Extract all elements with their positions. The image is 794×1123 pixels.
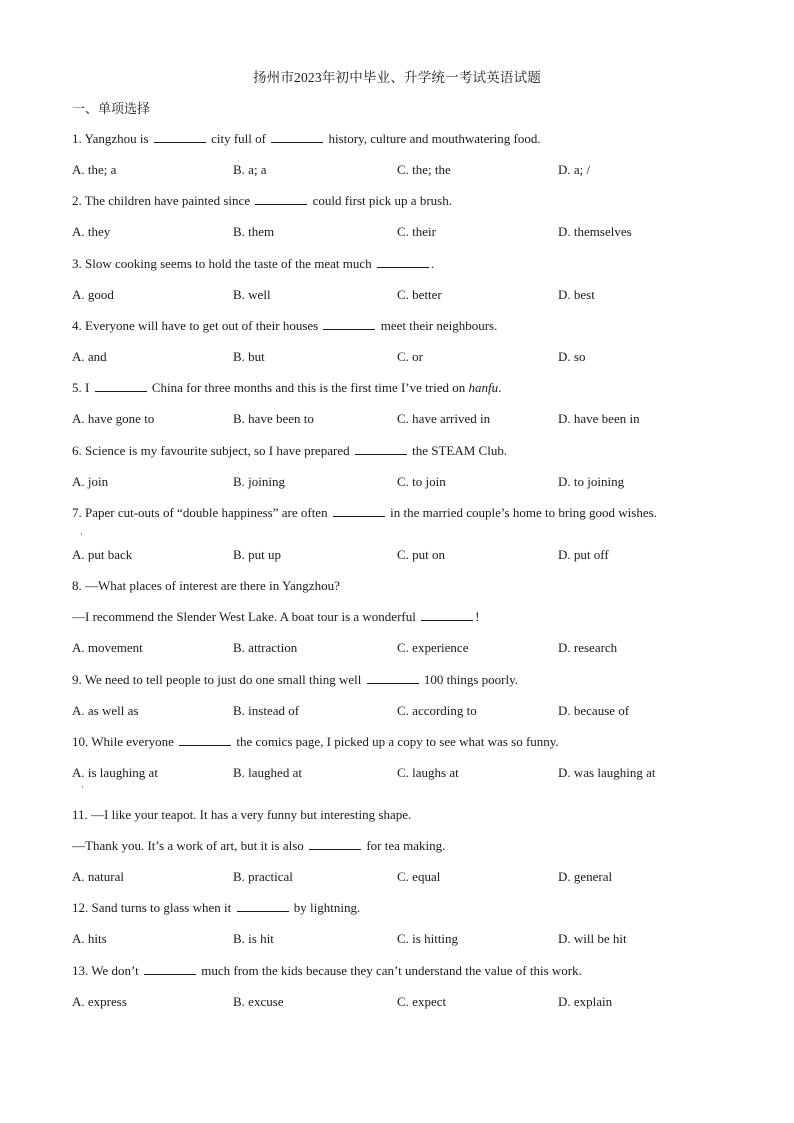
option-d[interactable]: D. best [558,287,595,302]
option-b[interactable]: B. a; a [233,162,267,177]
options-row [72,349,732,367]
option-b[interactable]: B. excuse [233,994,284,1009]
option-a[interactable]: A. join [72,474,109,489]
answer-blank[interactable] [144,963,196,975]
italic-term: hanfu [468,380,499,395]
option-c[interactable]: C. experience [397,640,469,655]
answer-blank[interactable] [421,609,473,621]
question-stem: 13. We don’t much from the kids because they can’t understand the value of this work. [72,963,582,978]
option-a[interactable]: A. express [72,994,127,1009]
options-row [72,224,732,242]
question-stem: 3. Slow cooking seems to hold the taste of the meat much . [72,256,435,271]
question-stem: 12. Sand turns to glass when it by lightning. [72,900,361,915]
option-d[interactable]: D. will be hit [558,931,627,946]
question-stem: 7. Paper cut-outs of “double happiness” are often in the married couple’s home to bring good wishes. [72,505,657,520]
question-stem: 11. —I like your teapot. It has a very funny but interesting shape. [72,807,412,822]
option-c[interactable]: C. to join [397,474,446,489]
section-heading: 一、单项选择 [72,101,151,116]
option-a[interactable]: A. as well as [72,703,139,718]
options-row [72,474,732,492]
option-c[interactable]: C. put on [397,547,446,562]
option-a[interactable]: A. put back [72,547,133,562]
options-row [72,869,732,887]
option-b[interactable]: B. attraction [233,640,298,655]
option-d[interactable]: D. explain [558,994,613,1009]
mark-dot: · [80,529,83,539]
answer-blank[interactable] [323,318,375,330]
option-a[interactable]: A. they [72,224,111,239]
option-b[interactable]: B. them [233,224,275,239]
answer-blank[interactable] [237,900,289,912]
option-d[interactable]: D. put off [558,547,609,562]
answer-blank[interactable] [333,505,385,517]
question-stem: 6. Science is my favourite subject, so I have prepared the STEAM Club. [72,443,508,458]
question-stem: 2. The children have painted since could first pick up a brush. [72,193,452,208]
answer-blank[interactable] [179,734,231,746]
option-a[interactable]: A. the; a [72,162,117,177]
option-d[interactable]: D. so [558,349,586,364]
option-c[interactable]: C. their [397,224,436,239]
page-title: 扬州市2023年初中毕业、升学统一考试英语试题 [252,70,542,85]
options-row [72,411,732,429]
option-a[interactable]: A. movement [72,640,143,655]
option-c[interactable]: C. is hitting [397,931,459,946]
option-b[interactable]: B. practical [233,869,293,884]
option-a[interactable]: A. is laughing at [72,765,158,780]
option-c[interactable]: C. according to [397,703,477,718]
options-row [72,765,732,783]
answer-blank[interactable] [367,672,419,684]
option-b[interactable]: B. well [233,287,271,302]
option-c[interactable]: C. or [397,349,423,364]
question-stem: 8. —What places of interest are there in Yangzhou? [72,578,340,593]
question-stem: 10. While everyone the comics page, I picked up a copy to see what was so funny. [72,734,559,749]
option-c[interactable]: C. have arrived in [397,411,491,426]
answer-blank[interactable] [271,131,323,143]
options-row [72,547,732,565]
question-stem-line2: —I recommend the Slender West Lake. A boat tour is a wonderful ! [72,609,480,624]
answer-blank[interactable] [95,380,147,392]
answer-blank[interactable] [355,443,407,455]
option-d[interactable]: D. research [558,640,618,655]
question-stem: 9. We need to tell people to just do one small thing well 100 things poorly. [72,672,518,687]
question-stem: 1. Yangzhou is city full of history, culture and mouthwatering food. [72,131,541,146]
options-row [72,640,732,658]
answer-blank[interactable] [377,256,429,268]
option-a[interactable]: A. hits [72,931,107,946]
option-d[interactable]: D. was laughing at [558,765,656,780]
question-stem: 5. I China for three months and this is the first time I’ve tried on hanfu. [72,380,502,395]
option-a[interactable]: A. have gone to [72,411,155,426]
options-row [72,703,732,721]
answer-blank[interactable] [309,838,361,850]
option-d[interactable]: D. themselves [558,224,632,239]
option-d[interactable]: D. a; / [558,162,591,177]
option-d[interactable]: D. have been in [558,411,640,426]
option-b[interactable]: B. instead of [233,703,300,718]
question-stem: 4. Everyone will have to get out of their houses meet their neighbours. [72,318,498,333]
option-b[interactable]: B. but [233,349,265,364]
option-c[interactable]: C. laughs at [397,765,459,780]
option-b[interactable]: B. laughed at [233,765,302,780]
answer-blank[interactable] [255,193,307,205]
answer-blank[interactable] [154,131,206,143]
option-a[interactable]: A. and [72,349,107,364]
option-c[interactable]: C. expect [397,994,447,1009]
mark-dot: · [81,782,84,792]
option-d[interactable]: D. general [558,869,613,884]
option-c[interactable]: C. equal [397,869,441,884]
option-b[interactable]: B. put up [233,547,282,562]
option-c[interactable]: C. the; the [397,162,451,177]
options-row [72,162,732,180]
option-a[interactable]: A. good [72,287,114,302]
option-b[interactable]: B. joining [233,474,286,489]
option-c[interactable]: C. better [397,287,442,302]
option-b[interactable]: B. have been to [233,411,314,426]
option-a[interactable]: A. natural [72,869,124,884]
option-d[interactable]: D. to joining [558,474,625,489]
options-row [72,931,732,949]
option-d[interactable]: D. because of [558,703,630,718]
option-b[interactable]: B. is hit [233,931,274,946]
options-row [72,994,732,1012]
options-row [72,287,732,305]
question-stem-line2: —Thank you. It’s a work of art, but it is also for tea making. [72,838,446,853]
